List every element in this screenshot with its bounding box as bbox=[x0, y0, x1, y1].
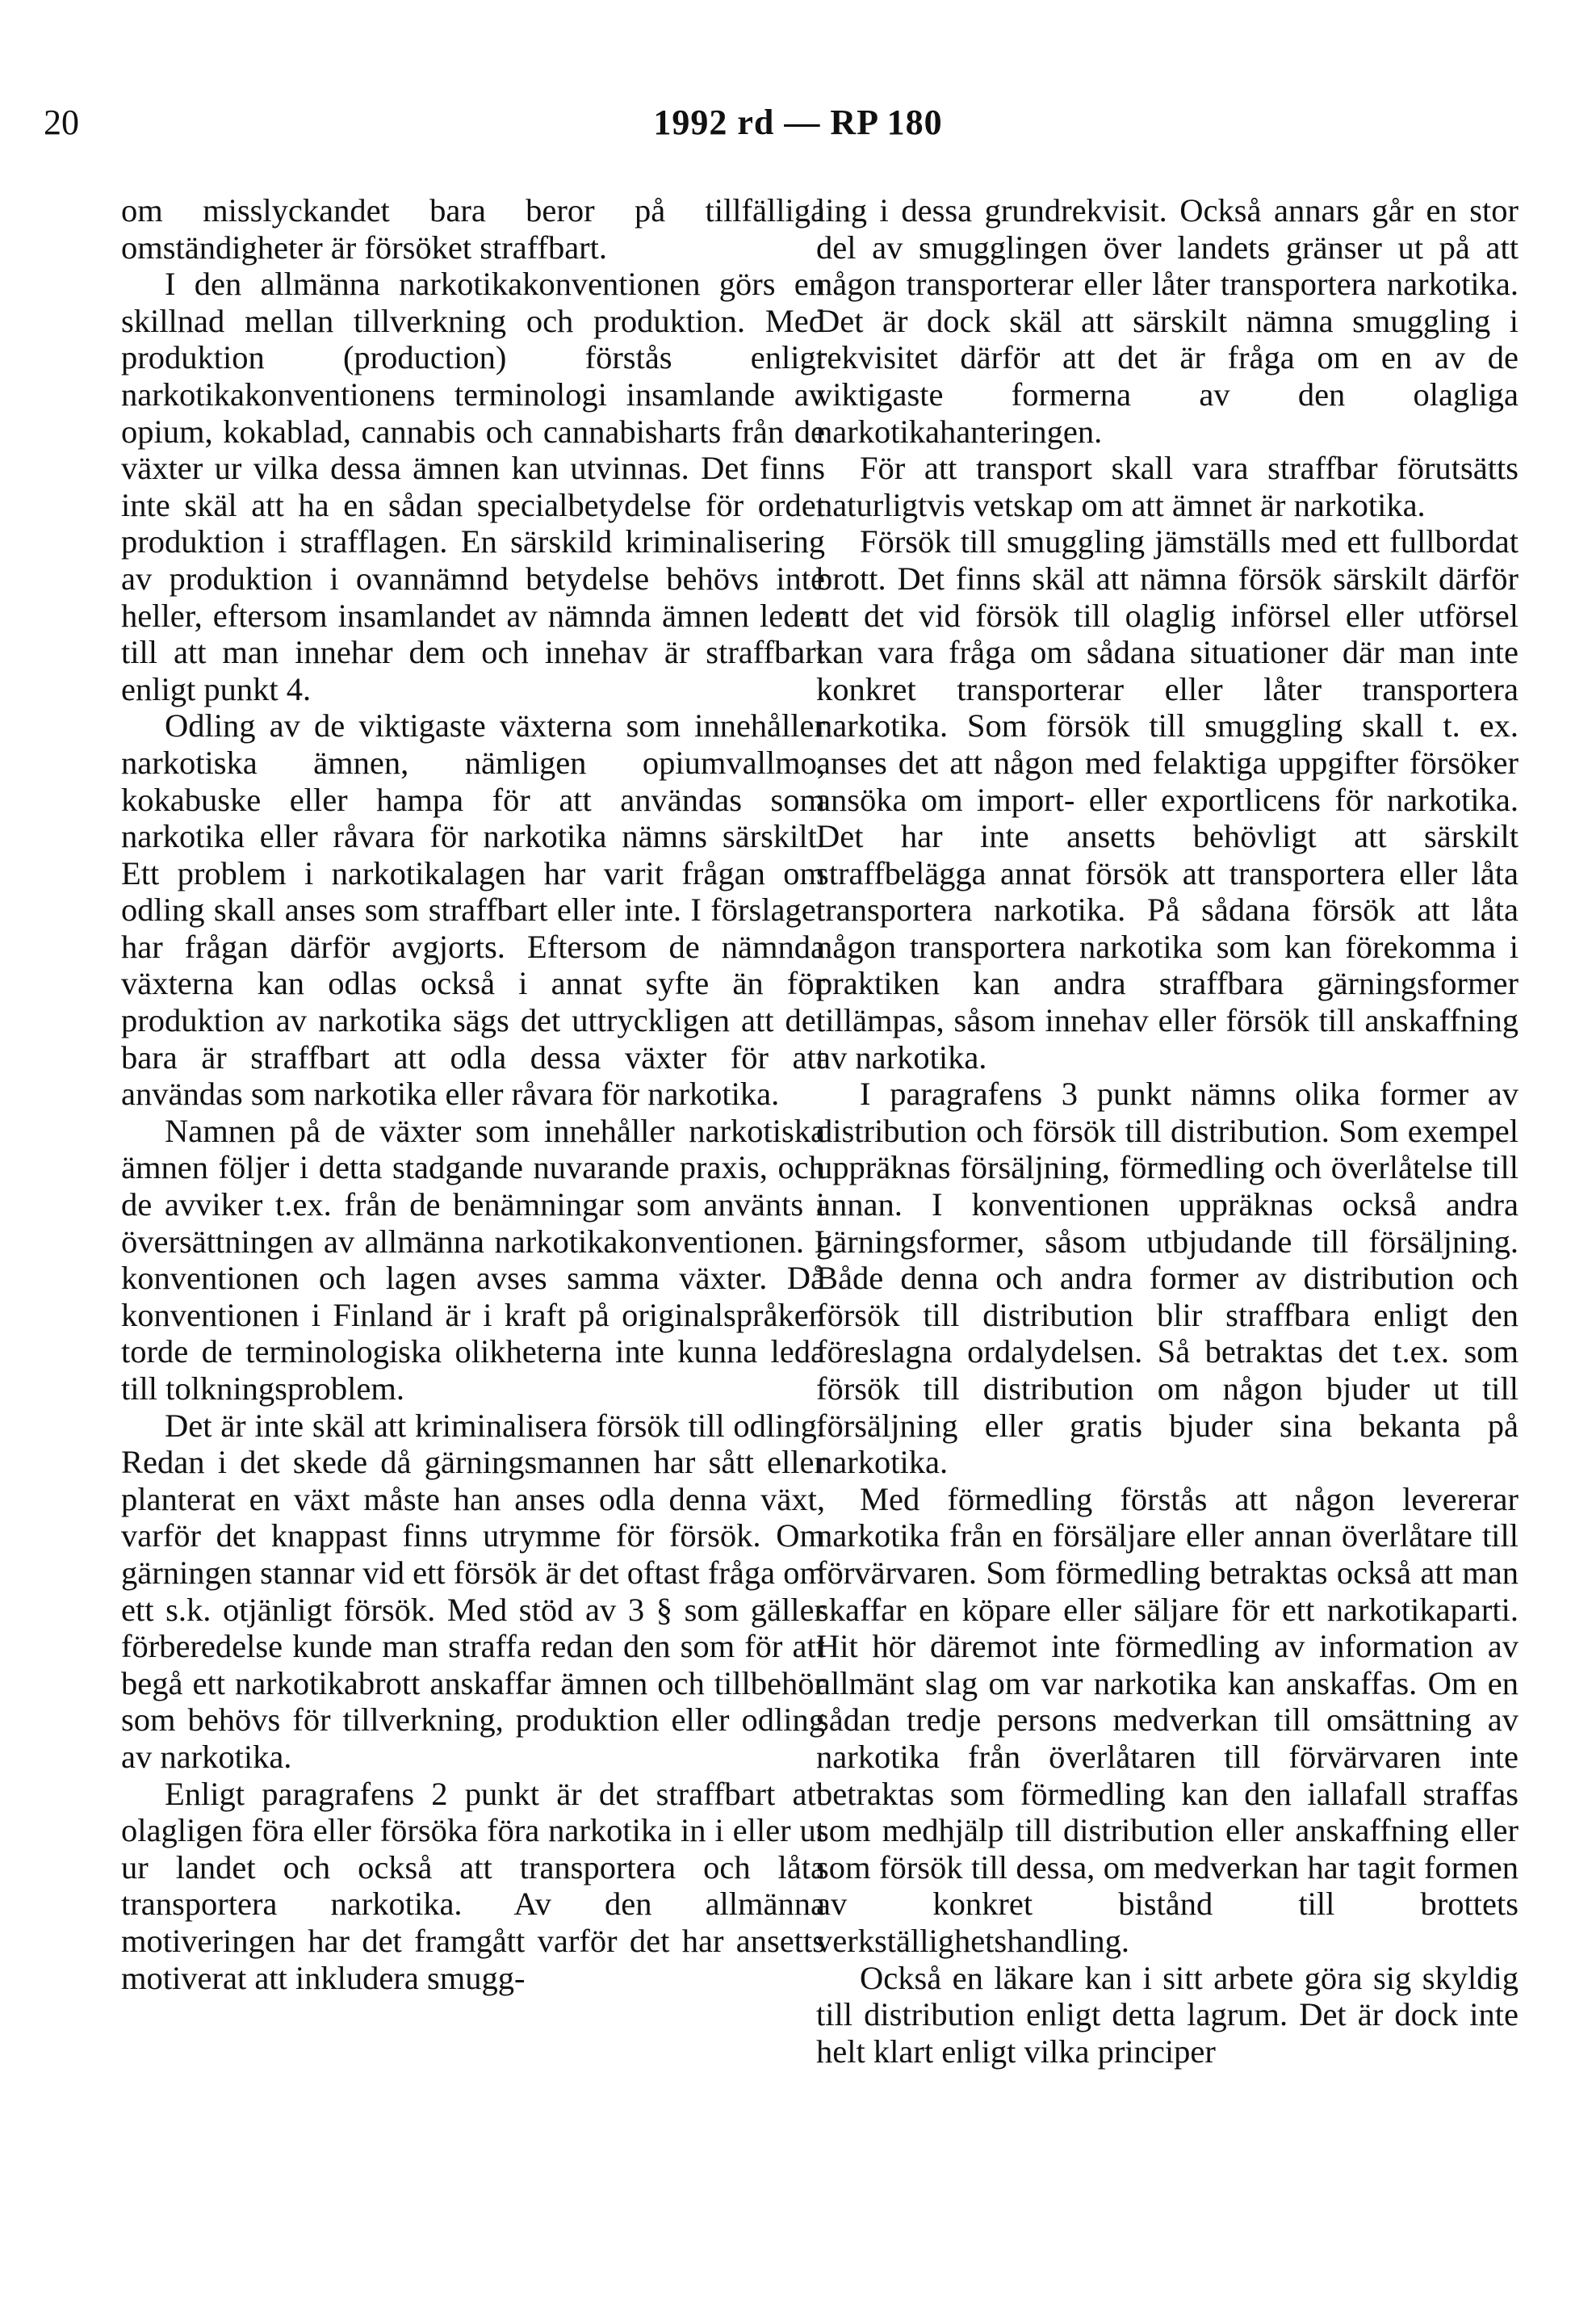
paragraph: I paragrafens 3 punkt nämns olika former av distribution och försök till distribution. Som exempel uppräknas försäljning, förmedling och överlåtelse till annan. I konventionen uppräknas också andra gärningsformer, såsom utbjudande till försäljning. Både denna och andra former av distribution och försök till distribution blir straffbara enligt den föreslagna ordalydelsen. Så betraktas det t.ex. som försök till distribution om någon bjuder ut till försäljning eller gratis bjuder sina bekanta på narkotika. bbox=[816, 1076, 1519, 1481]
paragraph: Det är inte skäl att kriminalisera försök till odling. Redan i det skede då gärningsmannen har sått eller planterat en växt måste han anses odla denna växt, varför det knappast finns utrymme för försök. Om gärningen stannar vid ett försök är det oftast fråga om ett s.k. otjänligt försök. Med stöd av 3 § som gäller förberedelse kunde man straffa redan den som för att begå ett narkotikabrott anskaffar ämnen och tillbehör som behövs för tillverkning, produktion eller odling av narkotika. bbox=[121, 1407, 825, 1775]
paragraph: ling i dessa grundrekvisit. Också annars går en stor del av smugglingen över landets gränser ut på att någon transporterar eller låter transportera narkotika. Det är dock skäl att särskilt nämna smuggling i rekvisitet därför att det är fråga om en av de viktigaste formerna av den olagliga narkotikahanteringen. bbox=[816, 192, 1519, 450]
paragraph: Odling av de viktigaste växterna som innehåller narkotiska ämnen, nämligen opiumvallmo, kokabuske eller hampa för att användas som narkotika eller råvara för narkotika nämns särskilt. Ett problem i narkotikalagen har varit frågan om odling skall anses som straffbart eller inte. I förslaget har frågan därför avgjorts. Eftersom de nämnda växterna kan odlas också i annat syfte än för produktion av narkotika sägs det uttryckligen att det bara är straffbart att odla dessa växter för att användas som narkotika eller råvara för narkotika. bbox=[121, 707, 825, 1113]
running-head: 1992 rd — RP 180 bbox=[653, 103, 943, 142]
left-column bbox=[121, 192, 825, 1996]
paragraph: Försök till smuggling jämställs med ett fullbordat brott. Det finns skäl att nämna försök särskilt därför att det vid försök till olaglig införsel eller utförsel kan vara fråga om sådana situationer där man inte konkret transporterar eller låter transportera narkotika. Som försök till smuggling skall t. ex. anses det att någon med felaktiga uppgifter försöker ansöka om import- eller exportlicens för narkotika. Det har inte ansetts behövligt att särskilt straffbelägga annat försök att transportera eller låta transportera narkotika. På sådana försök att låta någon transportera narkotika som kan förekomma i praktiken kan andra straffbara gärningsformer tillämpas, såsom innehav eller försök till anskaffning av narkotika. bbox=[816, 523, 1519, 1076]
paragraph: Med förmedling förstås att någon levererar narkotika från en försäljare eller annan överlåtare till förvärvaren. Som förmedling betraktas också att man skaffar en köpare eller säljare för ett narkotikaparti. Hit hör däremot inte förmedling av information av allmänt slag om var narkotika kan anskaffas. Om en sådan tredje persons medverkan till omsättning av narkotika från överlåtaren till förvärvaren inte betraktas som förmedling kan den iallafall straffas som medhjälp till distribution eller anskaffning eller som försök till dessa, om medverkan har tagit formen av konkret bistånd till brottets verkställighetshandling. bbox=[816, 1480, 1519, 1959]
paragraph: Namnen på de växter som innehåller narkotiska ämnen följer i detta stadgande nuvarande praxis, och de avviker t.ex. från de benämningar som använts i översättningen av allmänna narkotikakonventionen. I konventionen och lagen avses samma växter. Då konventionen i Finland är i kraft på originalspråken torde de terminologiska olikheterna inte kunna leda till tolkningsproblem. bbox=[121, 1112, 825, 1407]
paragraph: I den allmänna narkotikakonventionen görs en skillnad mellan tillverkning och produktion. Med produktion (production) förstås enligt narkotikakonventionens terminologi insamlande av opium, kokablad, cannabis och cannabisharts från de växter ur vilka dessa ämnen kan utvinnas. Det finns inte skäl att ha en sådan specialbetydelse för ordet produktion i strafflagen. En särskild kriminalisering av produktion i ovannämnd betydelse behövs inte heller, eftersom insamlandet av nämnda ämnen leder till att man innehar dem och innehav är straffbart enligt punkt 4. bbox=[121, 266, 825, 707]
paragraph: För att transport skall vara straffbar förutsätts naturligtvis vetskap om att ämnet är narkotika. bbox=[816, 450, 1519, 523]
page-number: 20 bbox=[44, 103, 79, 142]
paragraph: Också en läkare kan i sitt arbete göra sig skyldig till distribution enligt detta lagrum. Det är dock inte helt klart enligt vilka principer bbox=[816, 1959, 1519, 2070]
paragraph: om misslyckandet bara beror på tillfälliga omständigheter är försöket straffbart. bbox=[121, 192, 825, 266]
right-column bbox=[816, 192, 1519, 2070]
paragraph: Enligt paragrafens 2 punkt är det straffbart att olagligen föra eller försöka föra narkotika in i eller ut ur landet och också att transportera och låta transportera narkotika. Av den allmänna motiveringen har det framgått varför det har ansetts motiverat att inkludera smugg- bbox=[121, 1775, 825, 1996]
